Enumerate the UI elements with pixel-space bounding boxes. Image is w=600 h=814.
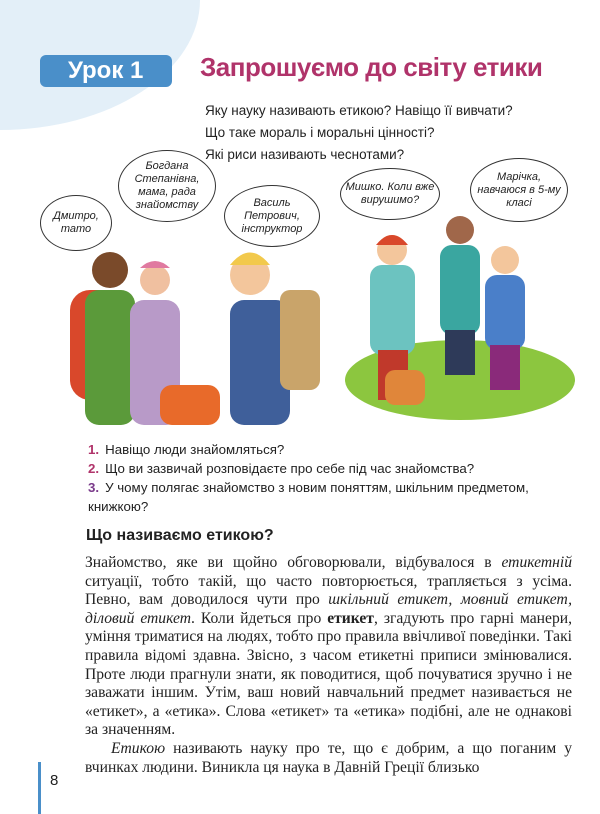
boy-figure <box>370 265 415 355</box>
speech-bubble-mother: Богдана Степанівна, мама, рада знайомству <box>118 150 216 222</box>
speech-bubble-instructor: Василь Петрович, інструктор <box>224 185 320 247</box>
boy2-figure <box>440 245 480 335</box>
illustration-hikers <box>40 150 580 425</box>
ground-bag <box>385 370 425 405</box>
father-head <box>92 252 128 288</box>
discussion-questions <box>88 440 588 516</box>
mother-cap <box>140 261 170 268</box>
speech-bubble-mishko: Мишко. Коли вже вирушимо? <box>340 168 440 220</box>
page-number: 8 <box>50 772 59 789</box>
boy2-legs <box>445 330 475 375</box>
instructor-hair <box>230 253 270 266</box>
page-title: Запрошуємо до світу етики <box>200 52 543 82</box>
speech-bubble-father: Дмитро, тато <box>40 195 112 251</box>
lesson-label: Урок 1 <box>40 55 172 87</box>
instructor-backpack <box>280 290 320 390</box>
question-item: 2. Що ви зазвичай розповідаєте про себе під час знайомства? <box>88 461 475 476</box>
paragraph: Етикою називають науку про те, що є добрим, а що поганим у вчинках людини. Виникла ця наука в Давній Греції близько <box>85 739 572 776</box>
girl-figure <box>485 275 525 350</box>
section-heading: Що називаємо етикою? <box>86 527 274 544</box>
boy-cap <box>376 235 408 245</box>
girl-head <box>491 246 519 274</box>
intro-question: Яку науку називають етикою? Навіщо її вивчати? <box>205 103 513 118</box>
page-accent-bar <box>38 762 41 814</box>
girl-legs <box>490 345 520 390</box>
mother-head <box>140 265 170 295</box>
father-figure <box>85 290 135 425</box>
intro-question: Що таке мораль і моральні цінності? <box>205 125 435 140</box>
bag <box>160 385 220 425</box>
body-text <box>85 554 572 777</box>
question-item: 1. Навіщо люди знайомляться? <box>88 442 285 457</box>
question-item: 3. У чому полягає знайомство з новим поняттям, шкільним предметом, книжкою? <box>88 480 529 514</box>
speech-bubble-marichka: Марічка, навчаюся в 5-му класі <box>470 158 568 222</box>
paragraph: Знайомство, яке ви щойно обговорювали, відбувалося в етикетній ситуації, тобто такій, що часто повторюється, трапляється з усіма. Певно, вам доводилося чути про шкільний етикет, мовний етикет, діловий етикет. Коли йдеться про етикет, згадують про гарні манери, уміння триматися на людях, тобто про правила ввічливої поведінки. Такі правила відомі здавна. Звісно, з часом етикетні приписи змінювалися. Проте люди прагнули знати, як поводитися, щоб почуватися зручно і не заважати іншим. Утім, ваш новий навчальний предмет називається не «етикет», а «етика». Слова «етикет» та «етика» подібні, але не однакові за значенням. <box>85 554 572 739</box>
intro-question: Які риси називають чеснотами? <box>205 147 405 162</box>
boy2-head <box>446 216 474 244</box>
